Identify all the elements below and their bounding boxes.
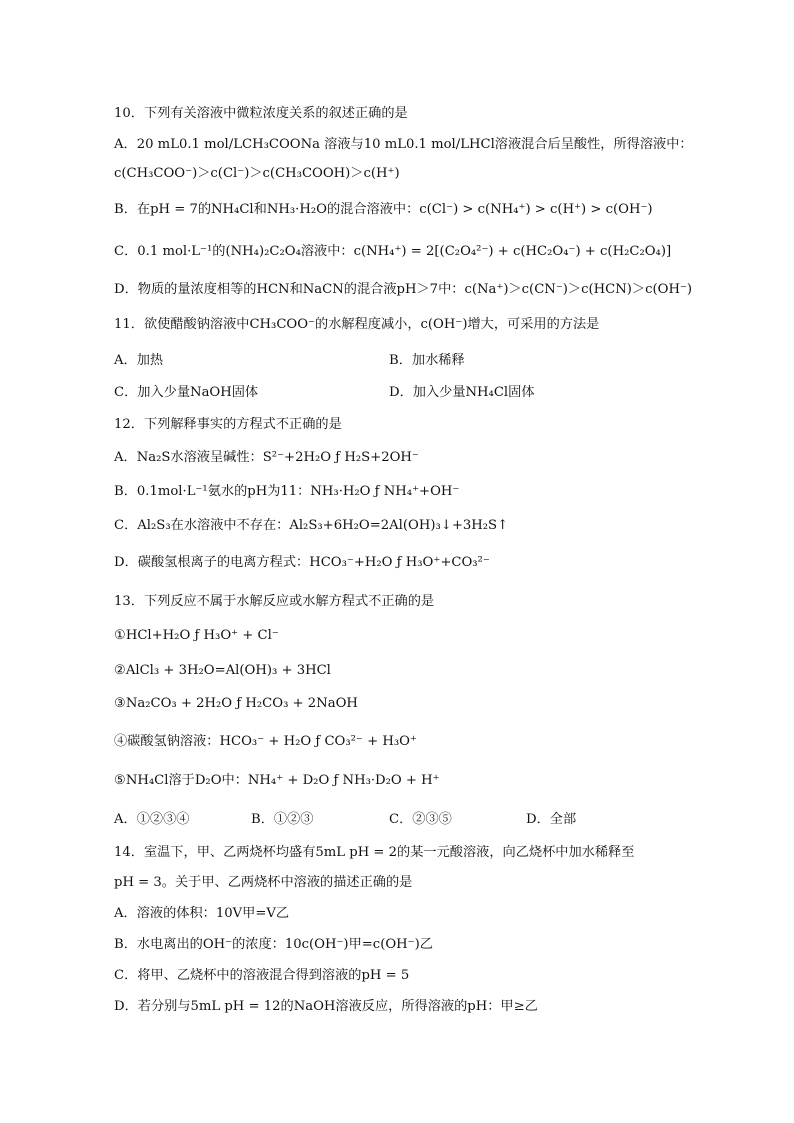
q11-stem: 11．欲使醋酸钠溶液中CH₃COO⁻的水解程度减小，c(OH⁻)增大，可采用的方法是 xyxy=(114,317,600,332)
q11-option-b: B．加水稀释 xyxy=(389,353,465,368)
q11-option-c: C．加入少量NaOH固体 xyxy=(114,385,259,400)
q13-item-2: ②AlCl₃ + 3H₂O=Al(OH)₃ + 3HCl xyxy=(114,663,331,678)
q14-option-a: A．溶液的体积：10V甲=V乙 xyxy=(114,906,290,921)
q13-option-d: D．全部 xyxy=(526,812,577,827)
q13-item-3: ③Na₂CO₃ + 2H₂O ƒ H₂CO₃ + 2NaOH xyxy=(114,696,358,711)
q13-option-b: B．①②③ xyxy=(251,812,314,827)
q11-option-a: A．加热 xyxy=(114,353,164,368)
q13-item-4: ④碳酸氢钠溶液：HCO₃⁻ + H₂O ƒ CO₃²⁻ + H₃O⁺ xyxy=(114,734,417,749)
q10-option-c: C．0.1 mol·L⁻¹的(NH₄)₂C₂O₄溶液中：c(NH₄⁺) = 2[(C₂O₄²⁻) + c(HC₂O₄⁻) + c(H₂C₂O₄)] xyxy=(114,244,672,259)
q14-stem-line1: 14．室温下，甲、乙两烧杯均盛有5mL pH = 2的某一元酸溶液，向乙烧杯中加水稀释至 xyxy=(114,845,635,860)
q10-stem: 10．下列有关溶液中微粒浓度关系的叙述正确的是 xyxy=(114,106,408,121)
q10-option-a-line2: c(CH₃COO⁻)＞c(Cl⁻)＞c(CH₃COOH)＞c(H⁺) xyxy=(114,166,400,181)
q14-option-d: D．若分别与5mL pH = 12的NaOH溶液反应，所得溶液的pH：甲≥乙 xyxy=(114,999,538,1014)
q13-item-1: ①HCl+H₂O ƒ H₃O⁺ + Cl⁻ xyxy=(114,628,279,643)
q11-option-d: D．加入少量NH₄Cl固体 xyxy=(389,385,535,400)
q14-option-c: C．将甲、乙烧杯中的溶液混合得到溶液的pH = 5 xyxy=(114,968,410,983)
q10-option-d: D．物质的量浓度相等的HCN和NaCN的混合液pH＞7中：c(Na⁺)＞c(CN⁻)＞c(HCN)＞c(OH⁻) xyxy=(114,282,693,297)
q12-option-b: B．0.1mol·L⁻¹氨水的pH为11：NH₃·H₂O ƒ NH₄⁺+OH⁻ xyxy=(114,484,460,499)
q12-option-a: A．Na₂S水溶液呈碱性：S²⁻+2H₂O ƒ H₂S+2OH⁻ xyxy=(114,450,419,465)
q12-option-d: D．碳酸氢根离子的电离方程式：HCO₃⁻+H₂O ƒ H₃O⁺+CO₃²⁻ xyxy=(114,555,490,570)
q14-option-b: B．水电离出的OH⁻的浓度：10c(OH⁻)甲=c(OH⁻)乙 xyxy=(114,937,433,952)
q10-option-b: B．在pH = 7的NH₄Cl和NH₃·H₂O的混合溶液中：c(Cl⁻) > c(NH₄⁺) > c(H⁺) > c(OH⁻) xyxy=(114,202,653,217)
q13-stem: 13．下列反应不属于水解反应或水解方程式不正确的是 xyxy=(114,594,435,609)
q13-item-5: ⑤NH₄Cl溶于D₂O中：NH₄⁺ + D₂O ƒ NH₃·D₂O + H⁺ xyxy=(114,773,440,788)
q13-option-c: C．②③⑤ xyxy=(389,812,452,827)
q14-stem-line2: pH = 3。关于甲、乙两烧杯中溶液的描述正确的是 xyxy=(114,875,413,890)
q13-option-a: A．①②③④ xyxy=(114,812,190,827)
q12-option-c: C．Al₂S₃在水溶液中不存在：Al₂S₃+6H₂O=2Al(OH)₃↓+3H₂S↑ xyxy=(114,518,509,533)
q10-option-a-line1: A．20 mL0.1 mol/LCH₃COONa 溶液与10 mL0.1 mol/LHCl溶液混合后呈酸性，所得溶液中： xyxy=(114,137,693,152)
q12-stem: 12．下列解释事实的方程式不正确的是 xyxy=(114,417,342,432)
